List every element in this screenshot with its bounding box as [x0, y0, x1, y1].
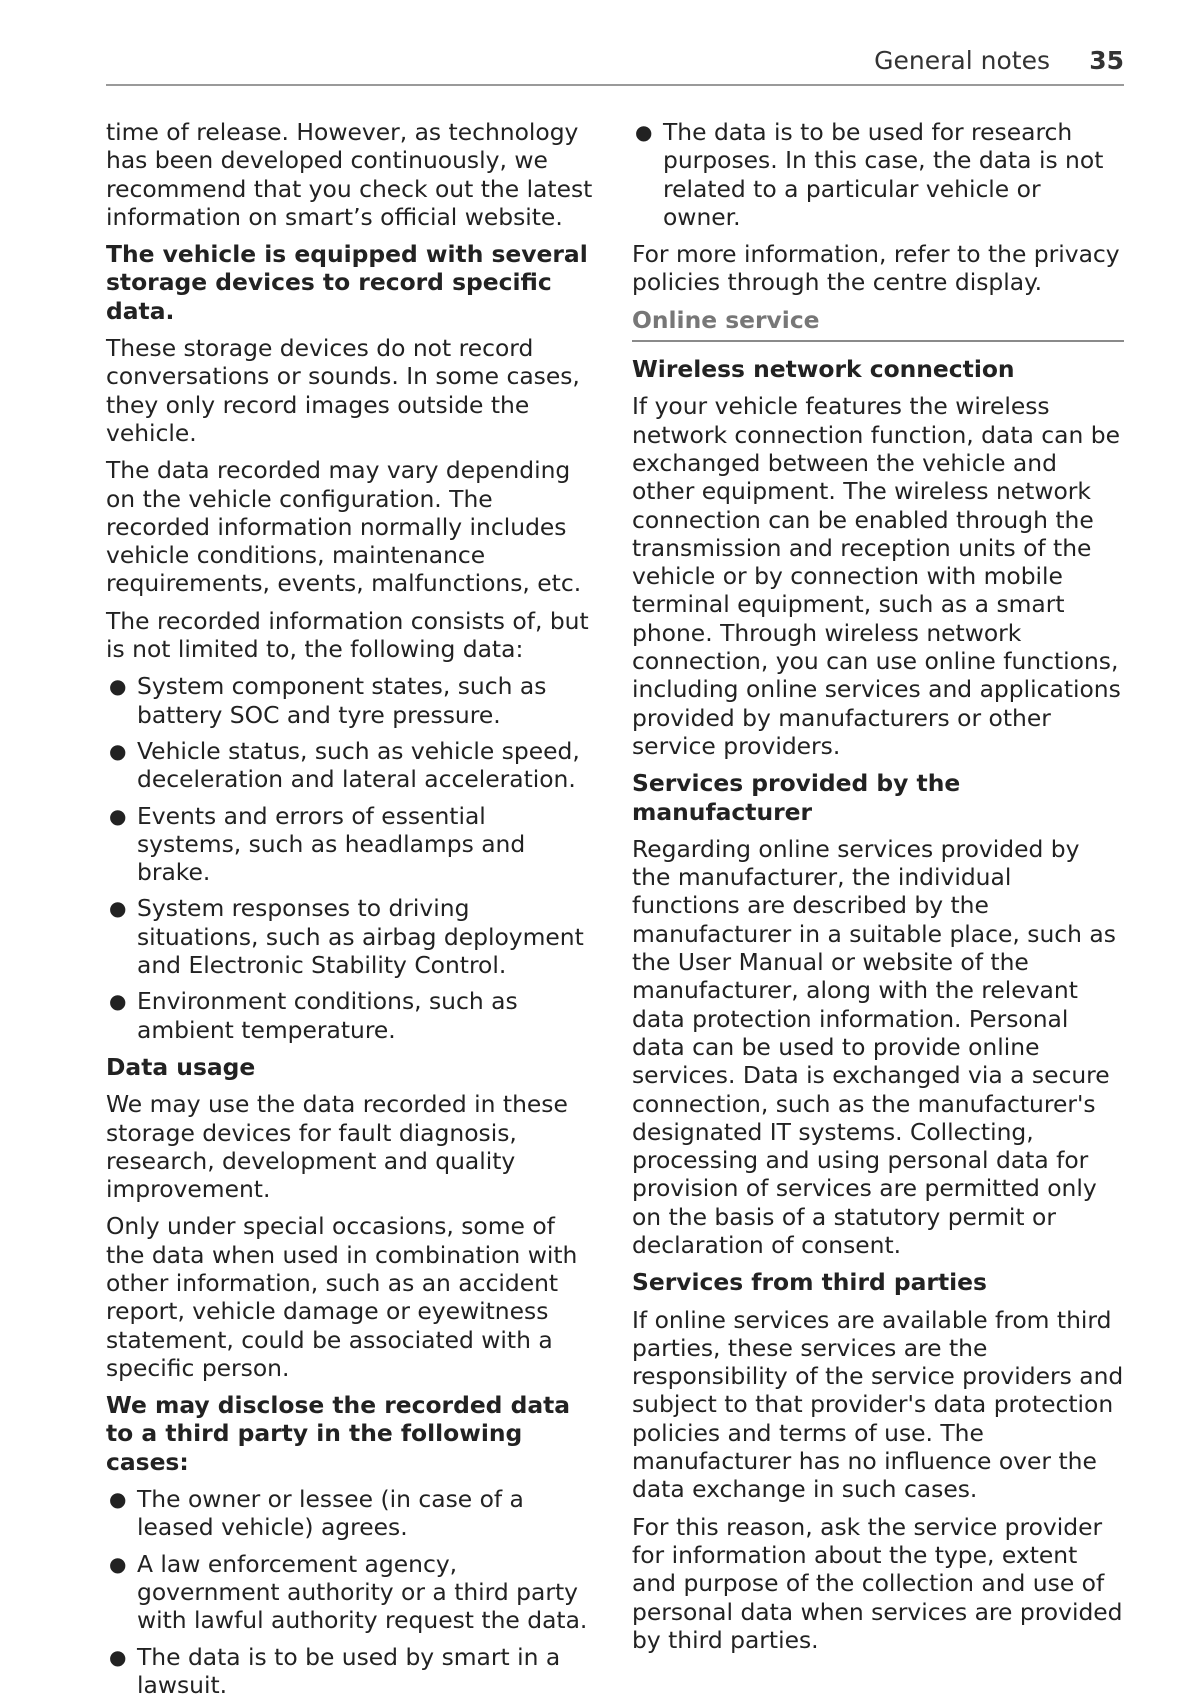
bullet-icon: ● [109, 738, 127, 763]
list-item [106, 1550, 596, 1635]
paragraph: The recorded information consists of, but is not limited to, the following data: [106, 606, 589, 664]
list-item [106, 987, 596, 1044]
list-item [632, 118, 1124, 231]
bold-statement: We may disclose the recorded data to a third party in the following cases: [106, 1391, 571, 1476]
list-item-text: Environment conditions, such as ambient temperature. [137, 987, 518, 1044]
right-column [632, 118, 1124, 1663]
list-item [106, 802, 596, 887]
heading-third-party-services: Services from third parties [632, 1268, 987, 1297]
bullet-icon: ● [109, 1551, 127, 1576]
paragraph: The data recorded may vary depending on the vehicle configuration. The recorded information normally includes vehicle conditions, maintenance requirements, events, malfunctions, etc. [106, 456, 582, 598]
bullet-icon: ● [109, 674, 127, 699]
list-item [106, 672, 596, 729]
disclosure-cases-list-continued [632, 118, 1124, 231]
heading-data-usage: Data usage [106, 1052, 256, 1081]
paragraph: Only under special occasions, some of the data when used in combination with other information, such as an accident report, vehicle damage or eyewitness statement, could be associated with a specific person. [106, 1212, 578, 1382]
list-item [106, 737, 596, 794]
paragraph: If your vehicle features the wireless network connection function, data can be exchanged between the vehicle and other equipment. The wireless network connection can be enabled through the transmission and reception units of the vehicle or by connection with mobile terminal equipment, such as a smart phone. Through wireless network connection, you can use online functions, including online services and applications provided by manufacturers or other service providers. [632, 392, 1121, 760]
section-heading-online-service: Online service [632, 306, 1124, 342]
list-item [106, 1485, 596, 1542]
bullet-icon: ● [109, 1487, 127, 1512]
bullet-icon: ● [109, 989, 127, 1014]
paragraph: time of release. However, as technology has been developed continuously, we recommend that you check out the latest information on smart’s official website. [106, 118, 593, 231]
list-item-text: The data is to be used for research purposes. In this case, the data is not related to a particular vehicle or owner. [663, 118, 1104, 231]
list-item-text: Vehicle status, such as vehicle speed, deceleration and lateral acceleration. [137, 736, 580, 794]
list-item-text: Events and errors of essential systems, such as headlamps and brake. [137, 801, 526, 887]
page-number: 35 [1089, 46, 1124, 75]
disclosure-cases-list [106, 1485, 596, 1699]
paragraph: If online services are available from third parties, these services are the responsibility of the service providers and subject to that provider's data protection policies and terms of use. The manufacturer has no influence over the data exchange in such cases. [632, 1305, 1124, 1504]
heading-manufacturer-services: Services provided by the manufacturer [632, 769, 961, 826]
paragraph: We may use the data recorded in these storage devices for fault diagnosis, research, development and quality improvement. [106, 1090, 568, 1204]
list-item-text: The data is to be used by smart in a lawsuit. [137, 1642, 561, 1699]
list-item-text: A law enforcement agency, government authority or a third party with lawful authority request the data. [137, 1549, 588, 1635]
heading-wireless-network: Wireless network connection [632, 355, 1015, 384]
paragraph: These storage devices do not record conversations or sounds. In some cases, they only record images outside the vehicle. [106, 334, 580, 447]
page-header [106, 44, 1124, 86]
bullet-icon: ● [635, 120, 653, 144]
paragraph: For more information, refer to the privacy policies through the centre display. [632, 240, 1120, 297]
list-item-text: The owner or lessee (in case of a leased vehicle) agrees. [137, 1485, 524, 1542]
recorded-data-list [106, 672, 596, 1044]
paragraph: Regarding online services provided by the manufacturer, the individual functions are described by the manufacturer in a suitable place, such as the User Manual or website of the manufacturer, along with the relevant data protection information. Personal data can be used to provide online services. Data is exchanged via a secure connection, such as the manufacturer's designated IT systems. Collecting, processing and using personal data for provision of services are permitted only on the basis of a statutory permit or declaration of consent. [632, 834, 1116, 1259]
bullet-icon: ● [109, 896, 127, 921]
bullet-icon: ● [109, 803, 127, 828]
bullet-icon: ● [109, 1644, 127, 1669]
left-column [106, 118, 596, 1708]
list-item-text: System responses to driving situations, such as airbag deployment and Electronic Stability Control. [137, 894, 584, 980]
section-title: General notes [874, 46, 1050, 75]
bold-statement: The vehicle is equipped with several storage devices to record specific data. [106, 240, 588, 325]
list-item [106, 894, 596, 979]
paragraph: For this reason, ask the service provider for information about the type, extent and purpose of the collection and use of personal data when services are provided by third parties. [632, 1512, 1123, 1654]
list-item-text: System component states, such as battery SOC and tyre pressure. [137, 672, 547, 729]
list-item [106, 1643, 596, 1700]
